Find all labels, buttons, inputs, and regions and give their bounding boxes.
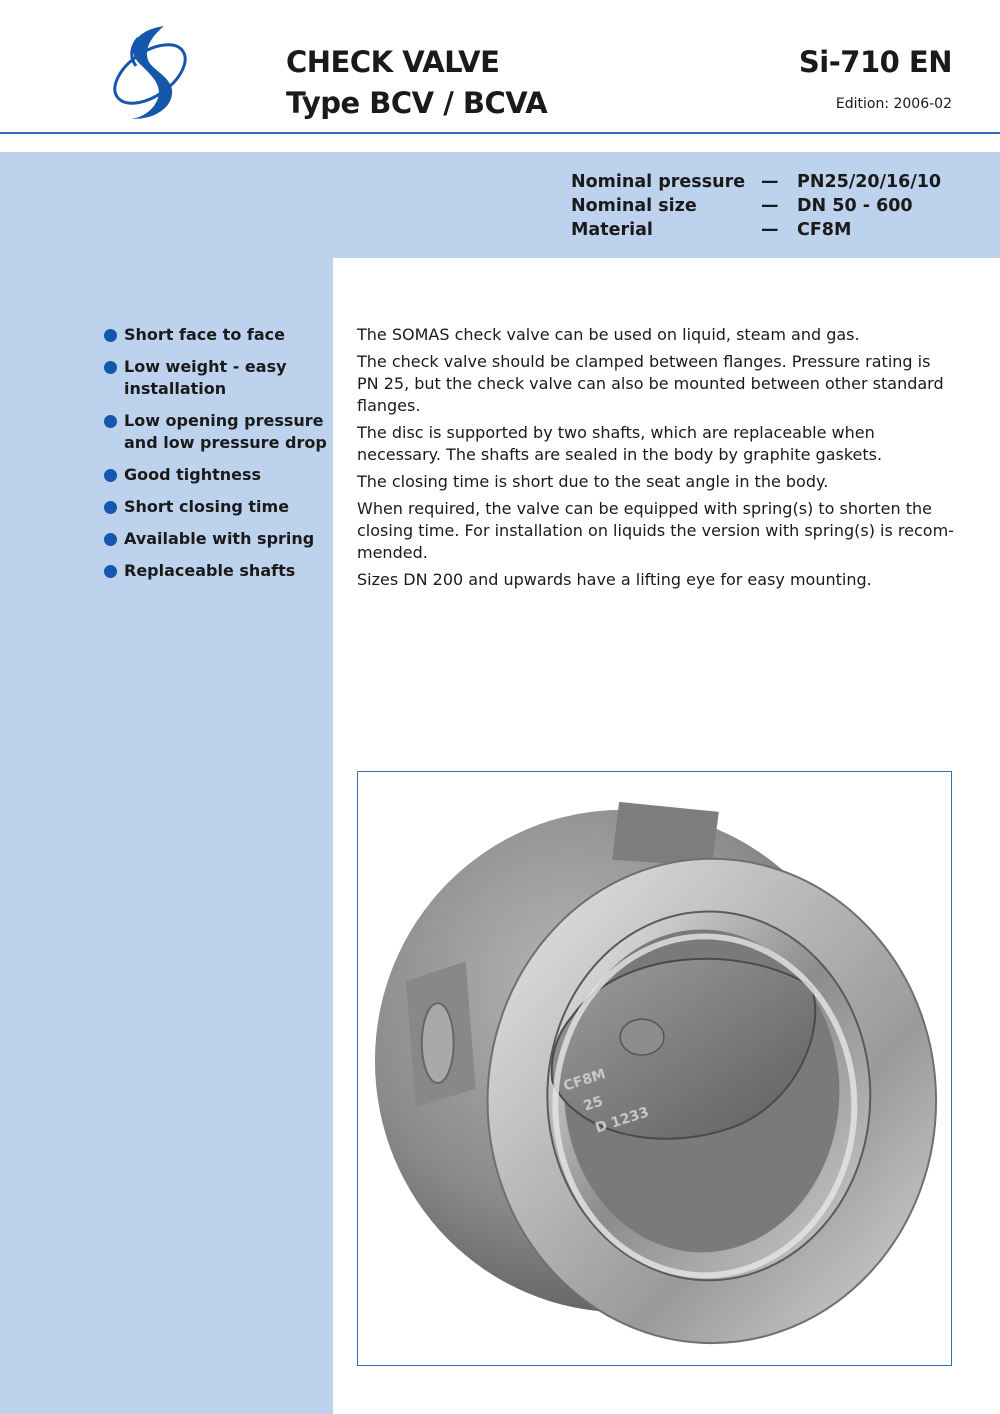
feature-list [104, 324, 329, 592]
title-line-1: CHECK VALVE [286, 45, 500, 79]
spec-value: CF8M [797, 220, 852, 240]
feature-text: Low opening pressure and low pressure drop [124, 411, 327, 452]
spec-value: DN 50 - 600 [797, 196, 913, 216]
list-item [104, 496, 329, 518]
bullet-icon [104, 415, 117, 428]
document-number: Si-710 EN [798, 45, 952, 79]
description-paragraph: When required, the valve can be equipped with spring(s) to shorten the closing time. For installation on liquids the version with spring(s) is recom-mended. [357, 499, 954, 562]
description-paragraph: The SOMAS check valve can be used on liquid, steam and gas. [357, 325, 860, 344]
feature-text: Short face to face [124, 325, 285, 344]
bullet-icon [104, 533, 117, 546]
spec-label: Material [571, 220, 653, 240]
description-paragraph: The check valve should be clamped between flanges. Pressure rating is PN 25, but the check valve can also be mounted between other standard flanges. [357, 352, 944, 415]
check-valve-photo [358, 772, 951, 1365]
document-title [286, 42, 547, 124]
feature-text: Short closing time [124, 497, 290, 516]
description-paragraph: The disc is supported by two shafts, which are replaceable when necessary. The shafts are sealed in the body by graphite gaskets. [357, 423, 883, 464]
spec-table [571, 170, 941, 242]
bullet-icon [104, 565, 117, 578]
description-paragraph: Sizes DN 200 and upwards have a lifting eye for easy mounting. [357, 570, 872, 589]
spec-label: Nominal pressure [571, 172, 746, 192]
bullet-icon [104, 469, 117, 482]
list-item [104, 560, 329, 582]
spec-row-size [571, 194, 941, 218]
title-line-2: Type BCV / BCVA [286, 86, 548, 120]
spec-row-pressure [571, 170, 941, 194]
casting-mark: D 1233 [593, 1104, 651, 1137]
casting-mark: 25 [581, 1093, 605, 1115]
product-photo-frame [357, 771, 952, 1366]
list-item [104, 464, 329, 486]
description-paragraph: The closing time is short due to the seat angle in the body. [357, 472, 829, 491]
bullet-icon [104, 361, 117, 374]
spec-label: Nominal size [571, 196, 697, 216]
spec-dash: — [761, 220, 779, 240]
spec-value: PN25/20/16/10 [797, 172, 942, 192]
feature-text: Replaceable shafts [124, 561, 296, 580]
header-rule [0, 132, 1000, 134]
edition-label: Edition: 2006-02 [835, 96, 952, 112]
casting-mark: CF8M [561, 1066, 608, 1095]
list-item [104, 410, 329, 454]
bullet-icon [104, 329, 117, 342]
feature-text: Available with spring [124, 529, 315, 548]
spec-row-material [571, 218, 941, 242]
list-item [104, 528, 329, 550]
feature-text: Good tightness [124, 465, 262, 484]
bullet-icon [104, 501, 117, 514]
feature-text: Low weight - easy installation [124, 357, 287, 398]
list-item [104, 324, 329, 346]
spec-dash: — [761, 172, 779, 192]
description-text [357, 324, 957, 596]
spec-dash: — [761, 196, 779, 216]
somas-logo [104, 18, 196, 126]
list-item [104, 356, 329, 400]
